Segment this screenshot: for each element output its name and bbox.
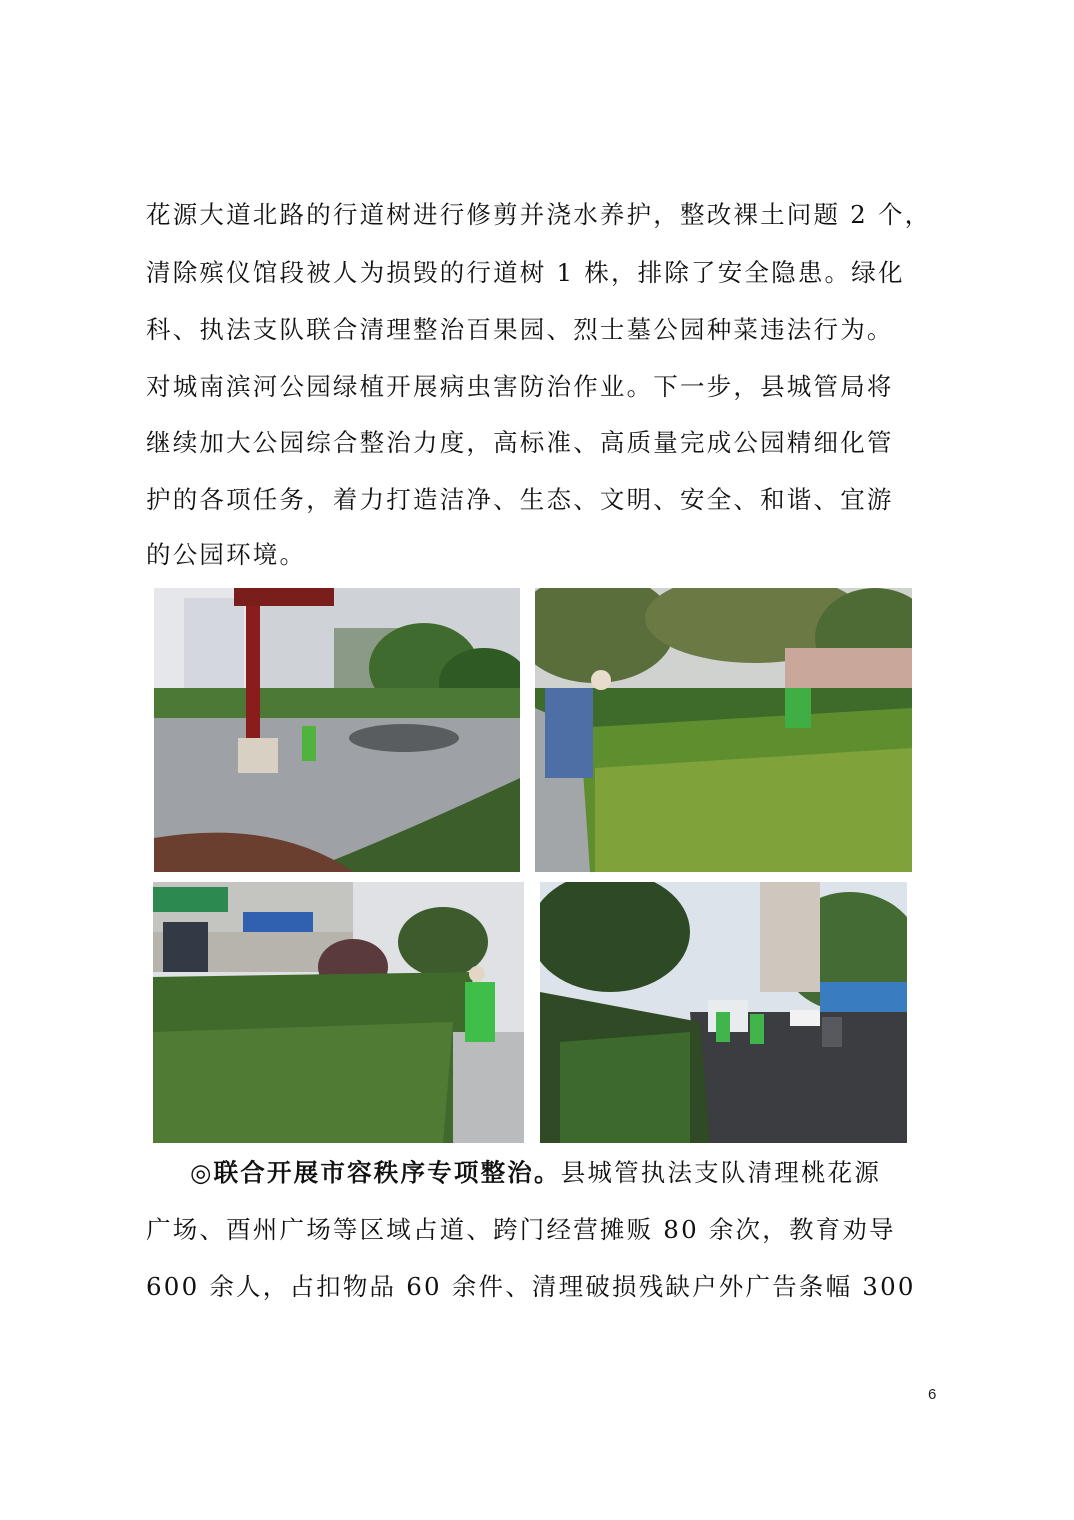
paragraph-line-5: 继续加大公园综合整治力度，高标准、高质量完成公园精细化管 <box>146 428 894 457</box>
paragraph-2-line-2: 广场、酉州广场等区域占道、跨门经营摊贩 80 余次，教育劝导 <box>146 1215 896 1244</box>
photo-trimming-shrubs <box>535 588 912 872</box>
photo-plaza-watering <box>154 588 520 872</box>
paragraph-2-line-1 <box>190 1156 950 1190</box>
paragraph-line-4: 对城南滨河公园绿植开展病虫害防治作业。下一步，县城管局将 <box>146 372 894 401</box>
section-heading: ◎联合开展市容秩序专项整治。 <box>190 1158 561 1187</box>
paragraph-line-6: 护的各项任务，着力打造洁净、生态、文明、安全、和谐、宜游 <box>146 485 894 514</box>
paragraph-line-1: 花源大道北路的行道树进行修剪并浇水养护，整改裸土问题 2 个， <box>146 200 932 229</box>
paragraph-2-line-1-rest: 县城管执法支队清理桃花源 <box>560 1158 882 1187</box>
page-number: 6 <box>928 1386 937 1403</box>
paragraph-line-7: 的公园环境。 <box>146 540 307 569</box>
paragraph-line-3: 科、执法支队联合清理整治百果园、烈士墓公园种菜违法行为。 <box>146 315 894 344</box>
paragraph-line-2: 清除殡仪馆段被人为损毁的行道树 1 株，排除了安全隐患。绿化 <box>146 258 905 287</box>
photo-hedge-cleanup <box>153 882 524 1143</box>
photo-road-watering <box>540 882 907 1143</box>
paragraph-2-line-3: 600 余人，占扣物品 60 余件、清理破损残缺户外广告条幅 300 <box>146 1272 916 1301</box>
